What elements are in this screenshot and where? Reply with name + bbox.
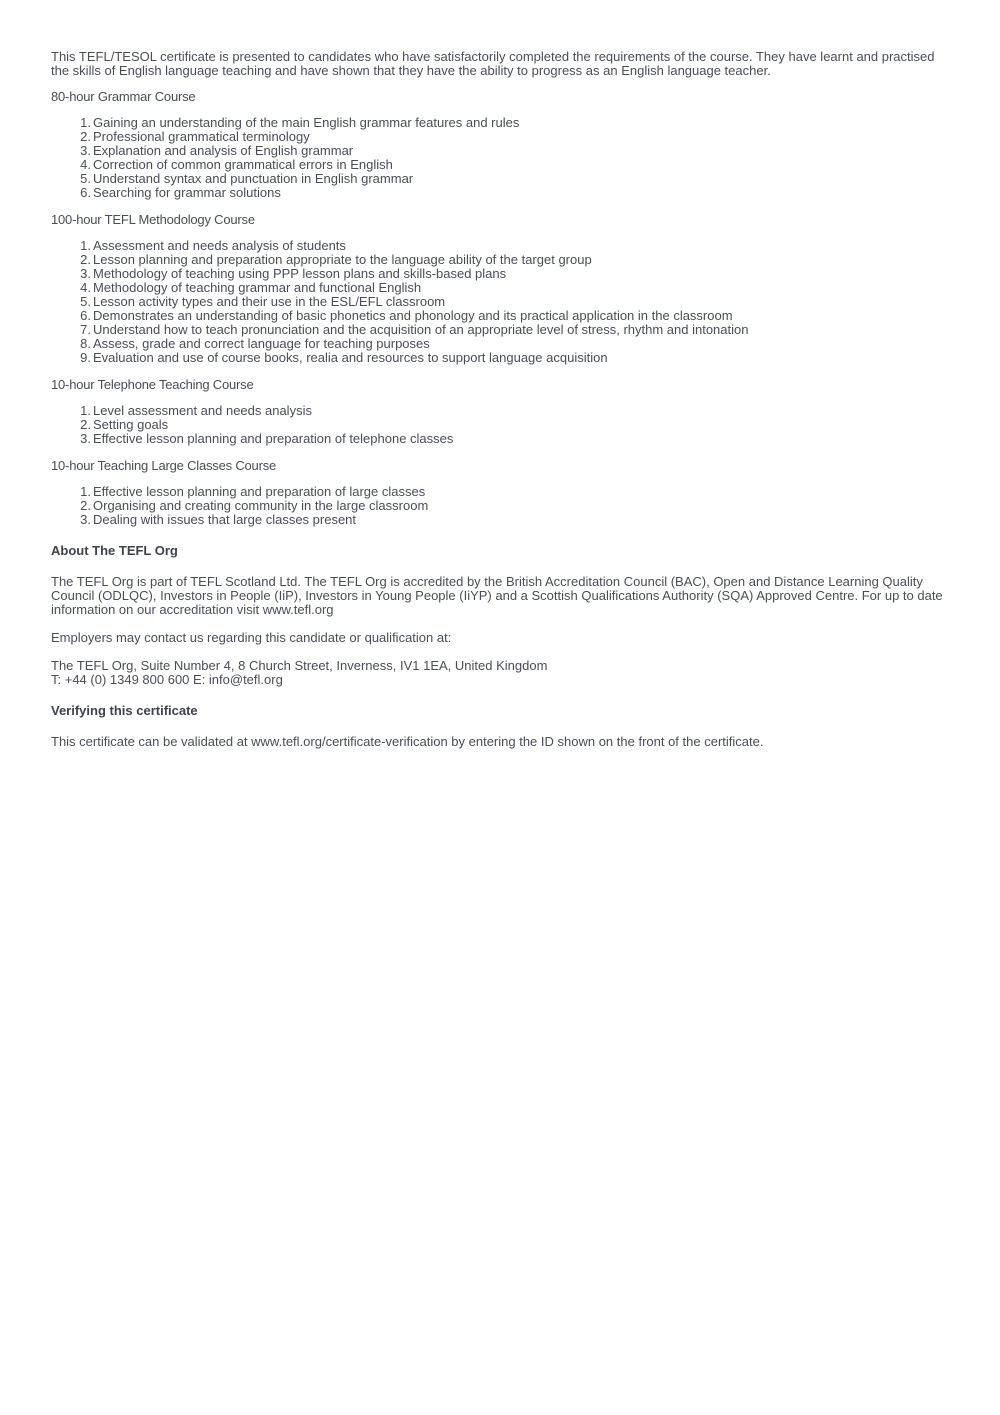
contact-phone-email: T: +44 (0) 1349 800 600 E: info@tefl.org	[51, 672, 283, 687]
list-item: 2. Professional grammatical terminology	[80, 129, 310, 144]
list-item: 3. Explanation and analysis of English grammar	[80, 143, 354, 158]
course-outcome-list	[51, 239, 951, 365]
course-section-telephone	[51, 378, 951, 446]
list-item: 3. Methodology of teaching using PPP lesson plans and skills-based plans	[80, 266, 507, 281]
list-item: 1. Gaining an understanding of the main English grammar features and rules	[80, 115, 520, 130]
course-section-large-classes	[51, 459, 951, 527]
contact-intro: Employers may contact us regarding this candidate or qualification at:	[51, 630, 452, 645]
course-title: 80-hour Grammar Course	[51, 89, 196, 104]
list-item: 3. Dealing with issues that large classes present	[80, 512, 357, 527]
list-item: 2. Setting goals	[80, 417, 169, 432]
list-item: 1. Level assessment and needs analysis	[80, 403, 312, 418]
list-item: 6. Demonstrates an understanding of basic phonetics and phonology and its practical application in the classroom	[80, 308, 733, 323]
verify-heading: Verifying this certificate	[51, 703, 198, 718]
course-title: 10-hour Telephone Teaching Course	[51, 377, 254, 392]
list-item: 5. Lesson activity types and their use in the ESL/EFL classroom	[80, 294, 446, 309]
list-item: 1. Assessment and needs analysis of students	[80, 238, 346, 253]
intro-paragraph: This TEFL/TESOL certificate is presented to candidates who have satisfactorily completed the requirements of the course. They have learnt and practised the skills of English language teaching and have shown that they have the ability to progress as an English language teacher.	[51, 49, 935, 78]
course-section-methodology	[51, 213, 951, 365]
course-title: 10-hour Teaching Large Classes Course	[51, 458, 277, 473]
list-item: 8. Assess, grade and correct language for teaching purposes	[80, 336, 430, 351]
verify-paragraph: This certificate can be validated at www.tefl.org/certificate-verification by entering the ID shown on the front of the certificate.	[51, 734, 764, 749]
course-outcome-list	[51, 485, 951, 527]
about-paragraph: The TEFL Org is part of TEFL Scotland Ltd. The TEFL Org is accredited by the British Accreditation Council (BAC), Open and Distance Learning Quality Council (ODLQC), Investors in People (IiP), Investors in Young People (IiYP) and a Scottish Qualifications Authority (SQA) Approved Centre. For up to date information on our accreditation visit www.tefl.org	[51, 574, 943, 617]
course-outcome-list	[51, 116, 951, 200]
course-title: 100-hour TEFL Methodology Course	[51, 212, 255, 227]
list-item: 1. Effective lesson planning and preparation of large classes	[80, 484, 426, 499]
list-item: 7. Understand how to teach pronunciation and the acquisition of an appropriate level of stress, rhythm and intonation	[80, 322, 749, 337]
list-item: 5. Understand syntax and punctuation in English grammar	[80, 171, 414, 186]
contact-address: The TEFL Org, Suite Number 4, 8 Church Street, Inverness, IV1 1EA, United Kingdom	[51, 658, 548, 673]
list-item: 4. Methodology of teaching grammar and functional English	[80, 280, 422, 295]
list-item: 3. Effective lesson planning and preparation of telephone classes	[80, 431, 454, 446]
list-item: 4. Correction of common grammatical errors in English	[80, 157, 393, 172]
list-item: 9. Evaluation and use of course books, realia and resources to support language acquisition	[80, 350, 608, 365]
course-section-grammar	[51, 90, 951, 200]
list-item: 2. Lesson planning and preparation appropriate to the language ability of the target group	[80, 252, 592, 267]
list-item: 6. Searching for grammar solutions	[80, 185, 281, 200]
certificate-back-page	[51, 50, 951, 763]
course-outcome-list	[51, 404, 951, 446]
about-heading: About The TEFL Org	[51, 543, 178, 558]
list-item: 2. Organising and creating community in the large classroom	[80, 498, 429, 513]
